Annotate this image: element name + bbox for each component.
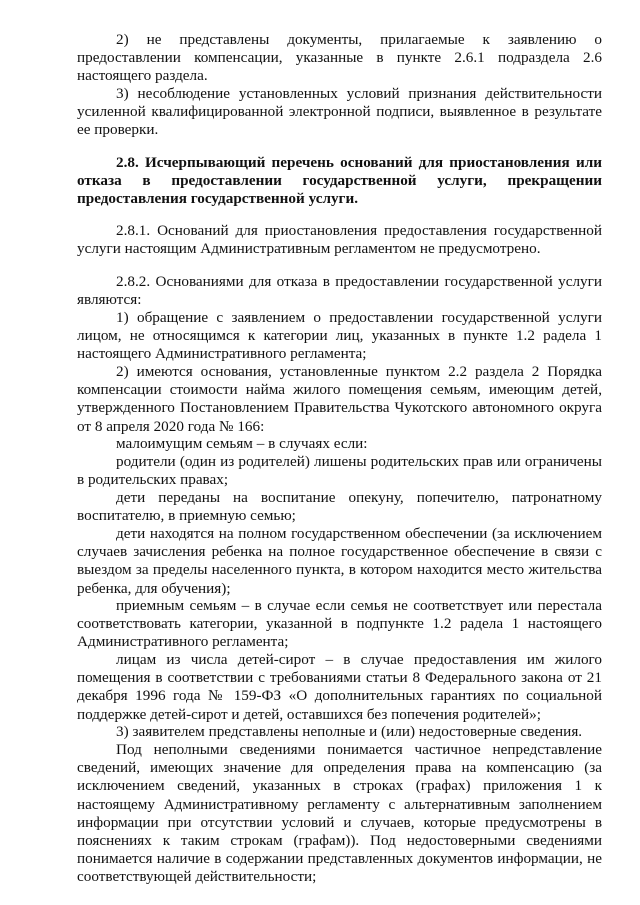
refusal-ground-1: 1) обращение с заявлением о предоставлении государственной услуги лицом, не относящимся к категории лиц, указанных в пункте 1.2 радела 1 настоящего Административного регламента; — [77, 309, 602, 363]
incomplete-info-definition: Под неполными сведениями понимается частичное непредставление сведений, имеющих значение для определения права на компенсацию (за исключением сведений, указанных в строках (графах) приложения 1 к настоящему Административному регламенту с альтернативным заполнением информации при отсутствии условий и случаев, которые предусмотрены в пояснениях к таким строкам (графам)). Под недостоверными сведениями понимается наличие в содержании представленных документов информации, не соответствующей действительности; — [77, 741, 602, 886]
orphans-case: лицам из числа детей-сирот – в случае предоставления им жилого помещения в соответствии с требованиями статьи 8 Федерального закона от 21 декабря 1996 года № 159-ФЗ «О дополнительных гарантиях по социальной поддержке детей-сирот и детей, оставшихся без попечения родителей»; — [77, 651, 602, 723]
clause-2-8-1: 2.8.1. Оснований для приостановления предоставления государственной услуги настоящим Административным регламентом не предусмотрено. — [77, 222, 602, 258]
low-income-families-heading: малоимущим семьям – в случаях если: — [116, 435, 368, 452]
foster-families-case: приемным семьям – в случае если семья не соответствует или перестала соответствовать категории, указанной в подпункте 1.2 радела 1 настоящего Административного регламента; — [77, 597, 602, 651]
clause-2-8-2: 2.8.2. Основаниями для отказа в предоставлении государственной услуги являются: — [77, 273, 602, 309]
low-income-case-parents: родители (один из родителей) лишены родительских прав или ограничены в родительских правах; — [77, 453, 602, 489]
refusal-ground-2: 2) имеются основания, установленные пунктом 2.2 раздела 2 Порядка компенсации стоимости найма жилого помещения семьям, имеющим детей, утвержденного Постановлением Правительства Чукотского автономного округа от 8 апреля 2020 года № 166: — [77, 363, 602, 435]
item-3-signature-invalid: 3) несоблюдение установленных условий признания действительности усиленной квалифицированной электронной подписи, выявленное в результате ее проверки. — [77, 85, 602, 139]
item-2-documents-missing: 2) не представлены документы, прилагаемые к заявлению о предоставлении компенсации, указанные в пункте 2.6.1 подраздела 2.6 настоящего раздела. — [77, 31, 602, 85]
refusal-ground-3: 3) заявителем представлены неполные и (или) недостоверные сведения. — [116, 723, 583, 740]
low-income-case-state-support: дети находятся на полном государственном обеспечении (за исключением случаев зачисления ребенка на полное государственное обеспечение в связи с выездом за пределы населенного пункта, в котором находится место жительства ребенка, для обучения); — [77, 525, 602, 597]
section-2-8-heading: 2.8. Исчерпывающий перечень оснований для приостановления или отказа в предоставлении государственной услуги, прекращении предоставления государственной услуги. — [77, 154, 602, 208]
low-income-case-guardianship: дети переданы на воспитание опекуну, попечителю, патронатному воспитателю, в приемную семью; — [77, 489, 602, 525]
